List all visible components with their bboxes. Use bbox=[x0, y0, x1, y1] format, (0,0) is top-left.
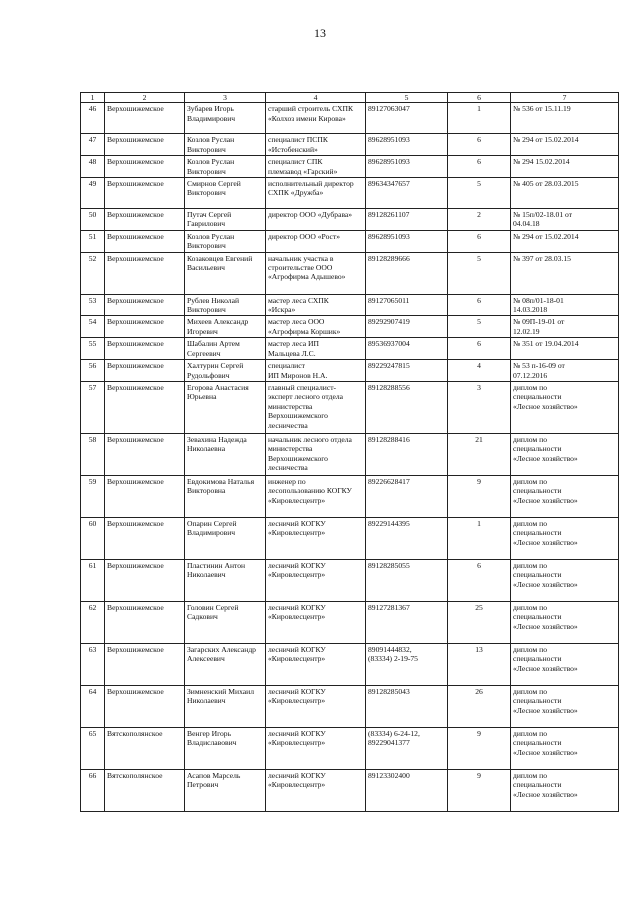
person-name-cell: Венгер Игорь Владиславович bbox=[185, 727, 266, 769]
district-cell: Верхошижемское bbox=[105, 316, 185, 338]
person-name-cell: Зимненский Михаил Николаевич bbox=[185, 685, 266, 727]
row-number-cell: 47 bbox=[81, 134, 105, 156]
page-number: 13 bbox=[314, 26, 326, 40]
person-name-cell: Асапов Марсель Петрович bbox=[185, 769, 266, 811]
document-cell: диплом по специальности «Лесное хозяйство» bbox=[511, 769, 619, 811]
document-cell: диплом по специальности «Лесное хозяйство» bbox=[511, 559, 619, 601]
district-cell: Верхошижемское bbox=[105, 252, 185, 294]
row-number-cell: 62 bbox=[81, 601, 105, 643]
phone-cell: 89128285055 bbox=[366, 559, 448, 601]
experience-cell: 1 bbox=[448, 103, 511, 134]
experience-cell: 6 bbox=[448, 294, 511, 316]
experience-cell: 6 bbox=[448, 134, 511, 156]
district-cell: Верхошижемское bbox=[105, 601, 185, 643]
document-cell: диплом по специальности «Лесное хозяйство» bbox=[511, 433, 619, 475]
person-name-cell: Пластинин Антон Николаевич bbox=[185, 559, 266, 601]
district-cell: Верхошижемское bbox=[105, 517, 185, 559]
person-name-cell: Шабалин Артем Сергеевич bbox=[185, 338, 266, 360]
row-number-cell: 56 bbox=[81, 360, 105, 382]
person-name-cell: Рублев Николай Викторович bbox=[185, 294, 266, 316]
phone-cell: 89128289666 bbox=[366, 252, 448, 294]
table-row bbox=[81, 685, 619, 727]
experience-cell: 1 bbox=[448, 517, 511, 559]
phone-cell: 89226628417 bbox=[366, 475, 448, 517]
phone-cell: 89292907419 bbox=[366, 316, 448, 338]
document-cell: диплом по специальности «Лесное хозяйство» bbox=[511, 381, 619, 433]
district-cell: Верхошижемское bbox=[105, 338, 185, 360]
phone-cell: 89091444832, (83334) 2-19-75 bbox=[366, 643, 448, 685]
person-name-cell: Путач Сергей Гаврилович bbox=[185, 209, 266, 231]
position-cell: начальник лесного отдела министерства Верхошижемского лесничества bbox=[266, 433, 366, 475]
position-cell: лесничий КОГКУ «Кировлесцентр» bbox=[266, 727, 366, 769]
district-cell: Верхошижемское bbox=[105, 643, 185, 685]
person-name-cell: Опарин Сергей Владимирович bbox=[185, 517, 266, 559]
row-number-cell: 66 bbox=[81, 769, 105, 811]
position-cell: исполнительный директор СХПК «Дружба» bbox=[266, 178, 366, 209]
position-cell: лесничий КОГКУ «Кировлесцентр» bbox=[266, 643, 366, 685]
table-row bbox=[81, 360, 619, 382]
experience-cell: 25 bbox=[448, 601, 511, 643]
person-name-cell: Егорова Анастасия Юрьевна bbox=[185, 381, 266, 433]
table-row bbox=[81, 103, 619, 134]
phone-cell: 89128288556 bbox=[366, 381, 448, 433]
person-name-cell: Халтурин Сергей Рудольфович bbox=[185, 360, 266, 382]
specialists-table-container bbox=[80, 92, 618, 812]
table-row bbox=[81, 643, 619, 685]
experience-cell: 13 bbox=[448, 643, 511, 685]
table-row bbox=[81, 727, 619, 769]
district-cell: Верхошижемское bbox=[105, 134, 185, 156]
experience-cell: 9 bbox=[448, 769, 511, 811]
experience-cell: 6 bbox=[448, 230, 511, 252]
row-number-cell: 46 bbox=[81, 103, 105, 134]
table-body bbox=[81, 103, 619, 812]
row-number-cell: 59 bbox=[81, 475, 105, 517]
document-cell: № 294 от 15.02.2014 bbox=[511, 230, 619, 252]
row-number-cell: 55 bbox=[81, 338, 105, 360]
table-row bbox=[81, 517, 619, 559]
position-cell: инженер по лесопользованию КОГКУ «Кировлесцентр» bbox=[266, 475, 366, 517]
column-header-2: 2 bbox=[105, 93, 185, 103]
table-row bbox=[81, 252, 619, 294]
row-number-cell: 54 bbox=[81, 316, 105, 338]
position-cell: специалист ПСПК «Истобенский» bbox=[266, 134, 366, 156]
column-header-3: 3 bbox=[185, 93, 266, 103]
row-number-cell: 63 bbox=[81, 643, 105, 685]
phone-cell: 89628951093 bbox=[366, 156, 448, 178]
district-cell: Верхошижемское bbox=[105, 433, 185, 475]
table-row bbox=[81, 433, 619, 475]
position-cell: старший строитель СХПК «Колхоз имени Кирова» bbox=[266, 103, 366, 134]
district-cell: Верхошижемское bbox=[105, 156, 185, 178]
person-name-cell: Головин Сергей Садкович bbox=[185, 601, 266, 643]
district-cell: Верхошижемское bbox=[105, 103, 185, 134]
position-cell: мастер леса СХПК «Искра» bbox=[266, 294, 366, 316]
row-number-cell: 65 bbox=[81, 727, 105, 769]
experience-cell: 6 bbox=[448, 338, 511, 360]
position-cell: специалист СПК племзавод «Гарский» bbox=[266, 156, 366, 178]
document-cell: № 09П-19-01 от 12.02.19 bbox=[511, 316, 619, 338]
person-name-cell: Зубарев Игорь Владимирович bbox=[185, 103, 266, 134]
position-cell: специалист ИП Миронов Н.А. bbox=[266, 360, 366, 382]
phone-cell: 89229247815 bbox=[366, 360, 448, 382]
experience-cell: 5 bbox=[448, 178, 511, 209]
table-row bbox=[81, 134, 619, 156]
phone-cell: 89127065011 bbox=[366, 294, 448, 316]
column-header-7: 7 bbox=[511, 93, 619, 103]
district-cell: Верхошижемское bbox=[105, 685, 185, 727]
person-name-cell: Смирнов Сергей Викторович bbox=[185, 178, 266, 209]
row-number-cell: 52 bbox=[81, 252, 105, 294]
row-number-cell: 50 bbox=[81, 209, 105, 231]
experience-cell: 6 bbox=[448, 156, 511, 178]
table-row bbox=[81, 601, 619, 643]
column-header-5: 5 bbox=[366, 93, 448, 103]
person-name-cell: Евдокимова Наталья Викторовна bbox=[185, 475, 266, 517]
experience-cell: 9 bbox=[448, 727, 511, 769]
document-cell: № 294 от 15.02.2014 bbox=[511, 134, 619, 156]
person-name-cell: Козлов Руслан Викторович bbox=[185, 156, 266, 178]
table-row bbox=[81, 230, 619, 252]
document-cell: диплом по специальности «Лесное хозяйство» bbox=[511, 685, 619, 727]
document-cell: диплом по специальности «Лесное хозяйство» bbox=[511, 727, 619, 769]
phone-cell: 89123302400 bbox=[366, 769, 448, 811]
row-number-cell: 58 bbox=[81, 433, 105, 475]
row-number-cell: 51 bbox=[81, 230, 105, 252]
document-cell: № 53 п-16-09 от 07.12.2016 bbox=[511, 360, 619, 382]
row-number-cell: 48 bbox=[81, 156, 105, 178]
district-cell: Верхошижемское bbox=[105, 360, 185, 382]
phone-cell: 89634347657 bbox=[366, 178, 448, 209]
phone-cell: 89128285043 bbox=[366, 685, 448, 727]
experience-cell: 21 bbox=[448, 433, 511, 475]
document-cell: № 536 от 15.11.19 bbox=[511, 103, 619, 134]
experience-cell: 26 bbox=[448, 685, 511, 727]
experience-cell: 9 bbox=[448, 475, 511, 517]
phone-cell: 89628951093 bbox=[366, 230, 448, 252]
district-cell: Вятскополянское bbox=[105, 769, 185, 811]
position-cell: начальник участка в строительстве ООО «Агрофирма Адышево» bbox=[266, 252, 366, 294]
column-header-1: 1 bbox=[81, 93, 105, 103]
table-row bbox=[81, 769, 619, 811]
district-cell: Верхошижемское bbox=[105, 475, 185, 517]
table-row bbox=[81, 316, 619, 338]
district-cell: Верхошижемское bbox=[105, 209, 185, 231]
position-cell: директор ООО «Дубрава» bbox=[266, 209, 366, 231]
district-cell: Вятскополянское bbox=[105, 727, 185, 769]
row-number-cell: 64 bbox=[81, 685, 105, 727]
column-number-header-row bbox=[81, 93, 619, 103]
position-cell: мастер леса ИП Мальцева Л.С. bbox=[266, 338, 366, 360]
table-row bbox=[81, 294, 619, 316]
table-row bbox=[81, 381, 619, 433]
experience-cell: 2 bbox=[448, 209, 511, 231]
column-header-4: 4 bbox=[266, 93, 366, 103]
row-number-cell: 49 bbox=[81, 178, 105, 209]
position-cell: главный специалист- эксперт лесного отдела министерства Верхошижемского лесничества bbox=[266, 381, 366, 433]
experience-cell: 5 bbox=[448, 252, 511, 294]
experience-cell: 6 bbox=[448, 559, 511, 601]
district-cell: Верхошижемское bbox=[105, 230, 185, 252]
district-cell: Верхошижемское bbox=[105, 178, 185, 209]
document-cell: диплом по специальности «Лесное хозяйство» bbox=[511, 475, 619, 517]
person-name-cell: Михеев Александр Игоревич bbox=[185, 316, 266, 338]
document-cell: № 405 от 28.03.2015 bbox=[511, 178, 619, 209]
position-cell: директор ООО «Рост» bbox=[266, 230, 366, 252]
experience-cell: 5 bbox=[448, 316, 511, 338]
document-cell: № 15п/02-18.01 от 04.04.18 bbox=[511, 209, 619, 231]
phone-cell: 89536937004 bbox=[366, 338, 448, 360]
position-cell: лесничий КОГКУ «Кировлесцентр» bbox=[266, 517, 366, 559]
person-name-cell: Козлов Руслан Викторович bbox=[185, 134, 266, 156]
table-row bbox=[81, 559, 619, 601]
phone-cell: 89128261107 bbox=[366, 209, 448, 231]
person-name-cell: Козлов Руслан Викторович bbox=[185, 230, 266, 252]
document-cell: № 294 15.02.2014 bbox=[511, 156, 619, 178]
person-name-cell: Зеваxина Надежда Николаевна bbox=[185, 433, 266, 475]
phone-cell: 89127281367 bbox=[366, 601, 448, 643]
phone-cell: 89229144395 bbox=[366, 517, 448, 559]
document-cell: диплом по специальности «Лесное хозяйство» bbox=[511, 601, 619, 643]
document-cell: диплом по специальности «Лесное хозяйство» bbox=[511, 517, 619, 559]
position-cell: лесничий КОГКУ «Кировлесцентр» bbox=[266, 769, 366, 811]
experience-cell: 4 bbox=[448, 360, 511, 382]
position-cell: мастер леса ООО «Агрофирма Коршик» bbox=[266, 316, 366, 338]
document-cell: № 397 от 28.03.15 bbox=[511, 252, 619, 294]
table-row bbox=[81, 475, 619, 517]
person-name-cell: Загарских Александр Алексеевич bbox=[185, 643, 266, 685]
phone-cell: (83334) 6-24-12, 89229041377 bbox=[366, 727, 448, 769]
specialists-table bbox=[80, 92, 619, 812]
row-number-cell: 61 bbox=[81, 559, 105, 601]
document-cell: диплом по специальности «Лесное хозяйство» bbox=[511, 643, 619, 685]
document-cell: № 08п/01-18-01 14.03.2018 bbox=[511, 294, 619, 316]
experience-cell: 3 bbox=[448, 381, 511, 433]
table-row bbox=[81, 156, 619, 178]
table-row bbox=[81, 178, 619, 209]
district-cell: Верхошижемское bbox=[105, 559, 185, 601]
position-cell: лесничий КОГКУ «Кировлесцентр» bbox=[266, 601, 366, 643]
phone-cell: 89628951093 bbox=[366, 134, 448, 156]
person-name-cell: Козаковцев Евгений Васильевич bbox=[185, 252, 266, 294]
row-number-cell: 57 bbox=[81, 381, 105, 433]
document-cell: № 351 от 19.04.2014 bbox=[511, 338, 619, 360]
column-header-6: 6 bbox=[448, 93, 511, 103]
district-cell: Верхошижемское bbox=[105, 294, 185, 316]
table-row bbox=[81, 338, 619, 360]
table-row bbox=[81, 209, 619, 231]
position-cell: лесничий КОГКУ «Кировлесцентр» bbox=[266, 685, 366, 727]
row-number-cell: 53 bbox=[81, 294, 105, 316]
row-number-cell: 60 bbox=[81, 517, 105, 559]
phone-cell: 89128288416 bbox=[366, 433, 448, 475]
phone-cell: 89127063047 bbox=[366, 103, 448, 134]
position-cell: лесничий КОГКУ «Кировлесцентр» bbox=[266, 559, 366, 601]
district-cell: Верхошижемское bbox=[105, 381, 185, 433]
